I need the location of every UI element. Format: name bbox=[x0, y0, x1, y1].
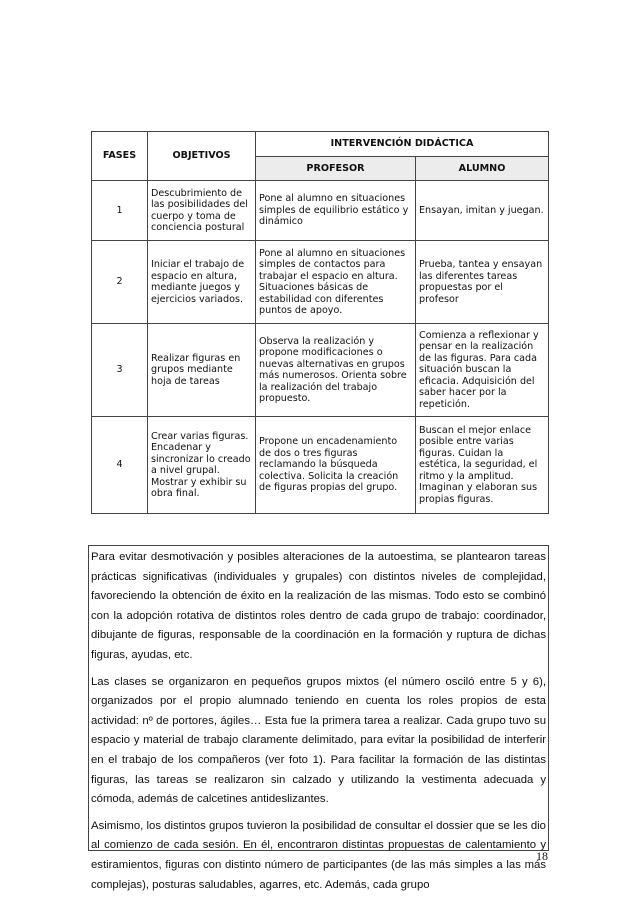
table-row bbox=[92, 181, 549, 241]
objetivos-cell: Iniciar el trabajo de espacio en altura, mediante juegos y ejercicios variados. bbox=[148, 241, 256, 324]
table-row bbox=[92, 324, 549, 417]
alumno-cell: Buscan el mejor enlace posible entre varias figuras. Cuidan la estética, la seguridad, el ritmo y la amplitud. Imaginan y elaboran sus propias figuras. bbox=[416, 417, 549, 514]
profesor-cell: Propone un encadenamiento de dos o tres figuras reclamando la búsqueda colectiva. Solicita la creación de figuras propias del grupo. bbox=[256, 417, 416, 514]
paragraph: Para evitar desmotivación y posibles alteraciones de la autoestima, se plantearon tareas prácticas significativas (individuales y grupales) con distintos niveles de complejidad, favoreciendo la obtención de éxito en la realización de las mismas. Todo esto se combinó con la adopción rotativa de distintos roles dentro de cada grupo de trabajo: coordinador, dibujante de figuras, responsable de la coordinación en la formación y ruptura de dichas figuras, ayudas, etc. bbox=[91, 551, 546, 661]
fase-number: 3 bbox=[92, 324, 148, 417]
table-row bbox=[92, 241, 549, 324]
didactic-intervention-table bbox=[91, 131, 549, 514]
fase-number: 1 bbox=[92, 181, 148, 241]
objetivos-cell: Descubrimiento de las posibilidades del cuerpo y toma de conciencia postural bbox=[148, 181, 256, 241]
header-intervencion-didactica: INTERVENCIÓN DIDÁCTICA bbox=[256, 132, 549, 157]
fase-number: 4 bbox=[92, 417, 148, 514]
profesor-cell: Observa la realización y propone modificaciones o nuevas alternativas en grupos más numerosos. Orienta sobre la realización del trabajo propuesto. bbox=[256, 324, 416, 417]
objetivos-cell: Realizar figuras en grupos mediante hoja de tareas bbox=[148, 324, 256, 417]
alumno-cell: Prueba, tantea y ensayan las diferentes tareas propuestas por el profesor bbox=[416, 241, 549, 324]
paragraph: Asimismo, los distintos grupos tuvieron la posibilidad de consultar el dossier que se les dio al comienzo de cada sesión. En él, encontraron distintas propuestas de calentamiento y estiramientos, figuras con distinto número de participantes (de las más simples a las más complejas), posturas saludables, agarres, etc. Además, cada grupo bbox=[91, 819, 546, 891]
header-objetivos: OBJETIVOS bbox=[148, 132, 256, 181]
alumno-cell: Ensayan, imitan y juegan. bbox=[416, 181, 549, 241]
page-number: 18 bbox=[536, 849, 548, 863]
alumno-cell: Comienza a reflexionar y pensar en la realización de las figuras. Para cada situación buscan la eficacia. Adquisición del saber hacer por la repetición. bbox=[416, 324, 549, 417]
profesor-cell: Pone al alumno en situaciones simples de equilibrio estático y dinámico bbox=[256, 181, 416, 241]
table-row bbox=[92, 417, 549, 514]
fase-number: 2 bbox=[92, 241, 148, 324]
header-alumno: ALUMNO bbox=[416, 157, 549, 181]
objetivos-cell: Crear varias figuras. Encadenar y sincronizar lo creado a nivel grupal. Mostrar y exhibir su obra final. bbox=[148, 417, 256, 514]
profesor-cell: Pone al alumno en situaciones simples de contactos para trabajar el espacio en altura. Situaciones básicas de estabilidad con diferentes puntos de apoyo. bbox=[256, 241, 416, 324]
paragraph: Las clases se organizaron en pequeños grupos mixtos (el número osciló entre 5 y 6), organizados por el propio alumnado teniendo en cuenta los roles propios de esta actividad: nº de portores, ágiles… Esta fue la primera tarea a realizar. Cada grupo tuvo su espacio y material de trabajo claramente delimitado, para evitar la posibilidad de interferir en el trabajo de los compañeros (ver foto 1). Para facilitar la formación de las distintas figuras, las tareas se realizaron sin calzado y utilizando la vestimenta adecuada y cómoda, además de calcetines antideslizantes. bbox=[91, 675, 546, 806]
header-profesor: PROFESOR bbox=[256, 157, 416, 181]
header-fases: FASES bbox=[92, 132, 148, 181]
